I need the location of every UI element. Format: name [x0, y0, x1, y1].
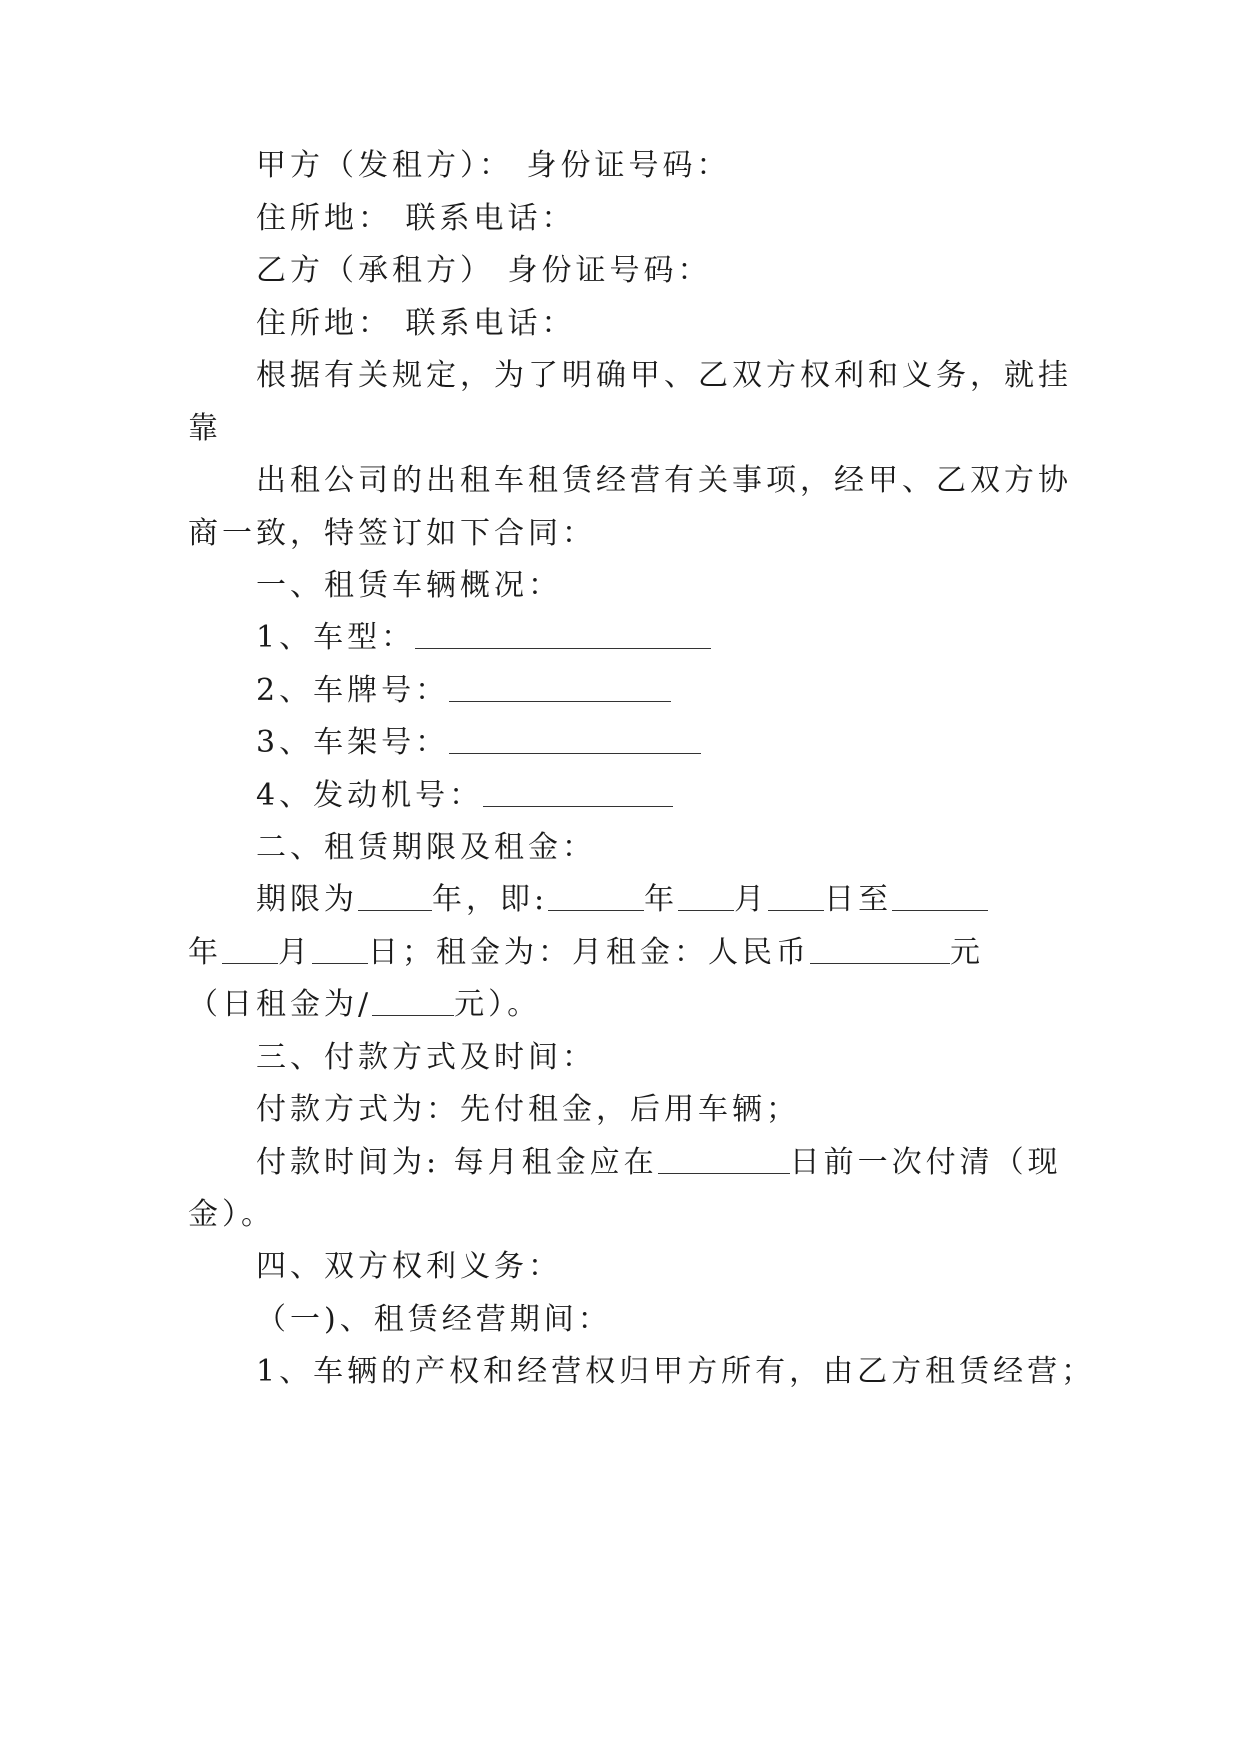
payment-time-suffix: 日前一次付清（现	[789, 1145, 1062, 1180]
daily-rent-blank[interactable]	[372, 985, 454, 1016]
plate-number-blank[interactable]	[449, 671, 671, 702]
preamble-line-4: 商一致，特签订如下合同：	[188, 516, 596, 551]
frame-number-label: 3、车架号：	[256, 725, 450, 760]
daily-rent-unit: 元）。	[454, 987, 542, 1022]
start-year-blank[interactable]	[548, 880, 644, 911]
engine-number-line	[256, 776, 1136, 816]
end-month-text: 月	[278, 935, 312, 970]
start-day-text: 日至	[824, 882, 893, 917]
end-month-blank[interactable]	[222, 933, 278, 964]
start-year-text: 年	[644, 882, 679, 917]
preamble-line-2: 靠	[188, 411, 222, 446]
clause-1-line: 1、车辆的产权和经营权归甲方所有，由乙方租赁经营；	[256, 1354, 1096, 1389]
plate-number-line	[256, 671, 1136, 711]
plate-number-label: 2、车牌号：	[256, 673, 450, 708]
party-b-line: 乙方（承租方） 身份证号码：	[256, 253, 712, 288]
payment-time-line-2: 金）。	[188, 1197, 275, 1232]
frame-number-line	[256, 723, 1136, 763]
payment-method-line: 付款方式为：先付租金，后用车辆；	[256, 1092, 800, 1127]
payment-time-line	[256, 1143, 1136, 1183]
term-line-3	[188, 985, 1068, 1025]
start-month-text: 月	[734, 882, 769, 917]
monthly-rent-unit: 元	[950, 935, 984, 970]
party-a-address-line: 住所地： 联系电话：	[256, 201, 576, 236]
term-line-1	[256, 880, 1136, 920]
rent-text: 日；租金为：月租金：人民币	[368, 935, 810, 970]
payment-day-blank[interactable]	[658, 1143, 790, 1174]
engine-number-label: 4、发动机号：	[256, 778, 484, 813]
start-month-blank[interactable]	[678, 880, 734, 911]
party-a-line: 甲方（发租方）： 身份证号码：	[256, 148, 731, 183]
section-3-heading: 三、付款方式及时间：	[256, 1040, 596, 1075]
end-day-blank[interactable]	[312, 933, 368, 964]
end-year-blank[interactable]	[892, 880, 988, 911]
section-2-heading: 二、租赁期限及租金：	[256, 830, 596, 865]
payment-time-text: 付款时间为: 每月租金应在	[256, 1145, 658, 1180]
term-line-2	[188, 933, 1068, 973]
monthly-rent-blank[interactable]	[810, 933, 950, 964]
start-day-blank[interactable]	[768, 880, 824, 911]
section-1-heading: 一、租赁车辆概况：	[256, 568, 562, 603]
preamble-line-3: 出租公司的出租车租赁经营有关事项，经甲、乙双方协	[256, 463, 1072, 498]
term-years-text: 年，即:	[432, 882, 549, 917]
daily-rent-text: （日租金为/	[188, 987, 373, 1022]
subsection-1-heading: （一)、租赁经营期间：	[256, 1302, 612, 1337]
party-b-address-line: 住所地： 联系电话：	[256, 306, 576, 341]
term-years-blank[interactable]	[358, 880, 432, 911]
vehicle-model-blank[interactable]	[415, 618, 711, 649]
term-label: 期限为	[256, 882, 358, 917]
end-year-text: 年	[188, 935, 222, 970]
section-4-heading: 四、双方权利义务：	[256, 1249, 562, 1284]
engine-number-blank[interactable]	[483, 776, 673, 807]
frame-number-blank[interactable]	[449, 723, 701, 754]
vehicle-model-line	[256, 618, 1136, 658]
vehicle-model-label: 1、车型：	[256, 620, 416, 655]
preamble-line-1: 根据有关规定，为了明确甲、乙双方权利和义务，就挂	[256, 358, 1072, 393]
